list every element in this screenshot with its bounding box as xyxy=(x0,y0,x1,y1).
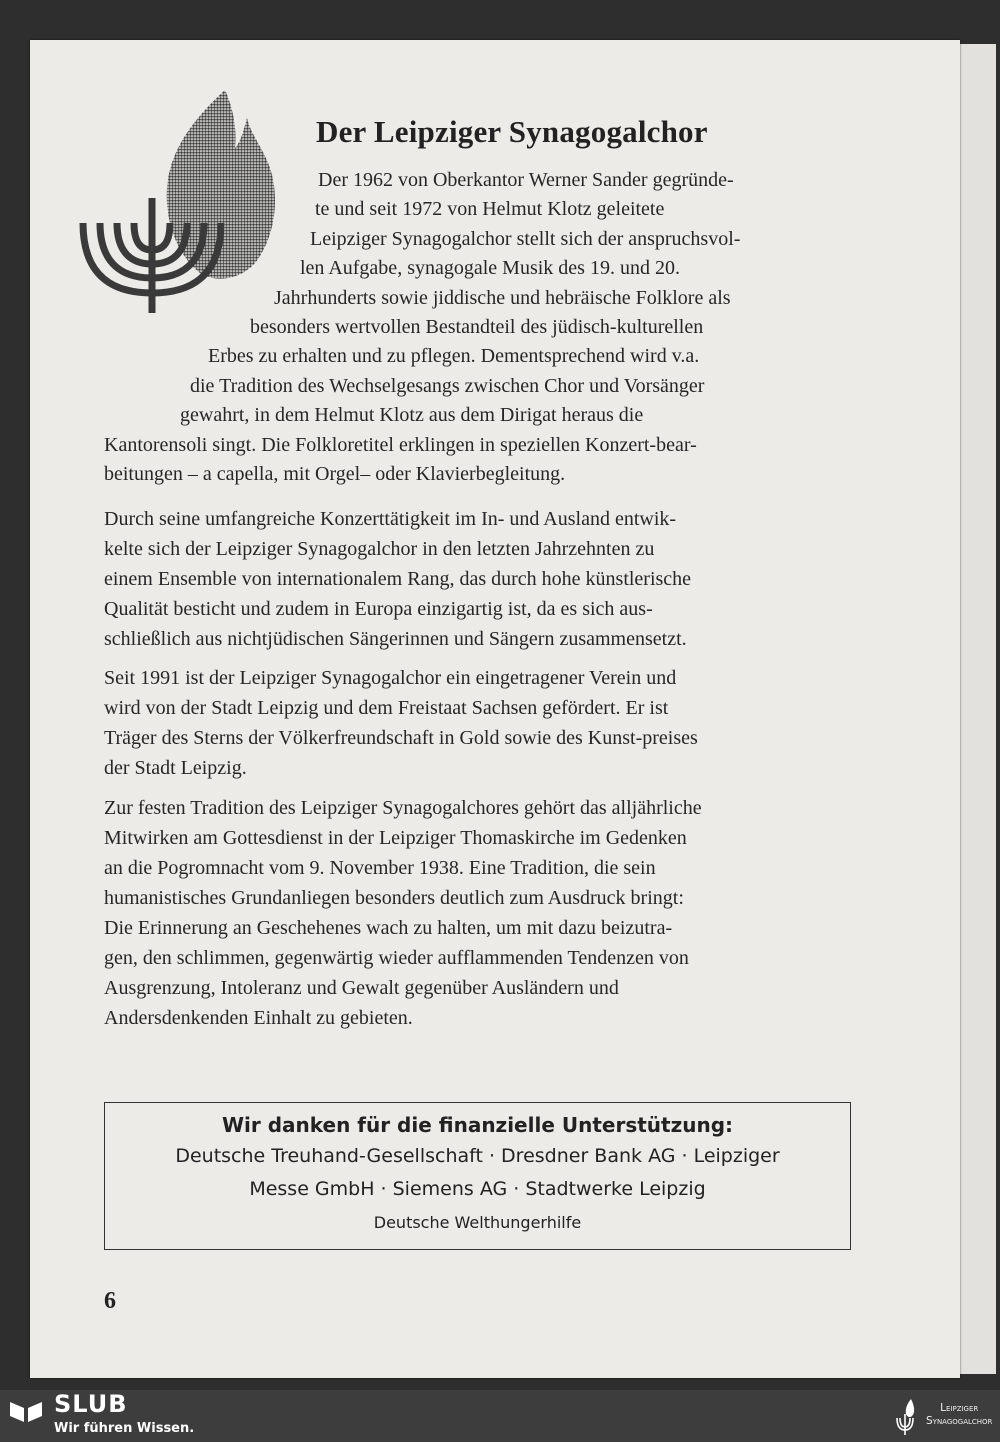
text-line: Leipziger Synagogalchor stellt sich der anspruchsvol- xyxy=(310,227,741,250)
footer-bar xyxy=(0,1390,1000,1442)
text-line: Der 1962 von Oberkantor Werner Sander gegründe- xyxy=(318,169,734,191)
library-name: SLUB xyxy=(54,1390,128,1418)
text-line: Seit 1991 ist der Leipziger Synagogalchor ein eingetragener Verein und xyxy=(104,667,677,689)
sponsor-box xyxy=(104,1102,851,1250)
choir-wordmark-line: Leipziger xyxy=(940,1402,979,1414)
text-line: der Stadt Leipzig. xyxy=(104,757,247,779)
paragraph-tradition xyxy=(104,793,849,1033)
text-line: beitungen – a capella, mit Orgel– oder Klavierbegleitung. xyxy=(104,463,566,486)
choir-wordmark xyxy=(926,1402,992,1428)
sponsor-line-small: Deutsche Welthungerhilfe xyxy=(373,1213,582,1232)
text-line: Erbes zu erhalten und zu pflegen. Dementsprechend wird v.a. xyxy=(208,345,700,368)
paragraph-ensemble xyxy=(104,504,849,654)
next-page-edge xyxy=(955,44,996,1374)
text-line: gewahrt, in dem Helmut Klotz aus dem Dirigat heraus die xyxy=(180,404,644,427)
choir-menorah-logo-icon xyxy=(895,1398,921,1436)
page-title: Der Leipziger Synagogalchor xyxy=(316,114,708,149)
text-line: besonders wertvollen Bestandteil des jüdisch-kulturellen xyxy=(250,316,704,339)
page-number: 6 xyxy=(104,1288,116,1314)
sponsor-heading: Wir danken für die finanzielle Unterstützung: xyxy=(221,1113,734,1137)
text-line: Jahrhunderts sowie jiddische und hebräische Folklore als xyxy=(274,286,731,309)
text-line: kelte sich der Leipziger Synagogalchor in den letzten Jahrzehnten zu xyxy=(104,538,655,560)
text-line: Durch seine umfangreiche Konzerttätigkeit im In- und Ausland entwik- xyxy=(104,508,677,530)
text-line: an die Pogromnacht vom 9. November 1938. Eine Tradition, die sein xyxy=(104,857,656,879)
paragraph-association xyxy=(104,663,849,783)
text-line: Ausgrenzung, Intoleranz und Gewalt gegenüber Ausländern und xyxy=(104,977,619,999)
text-line: Mitwirken am Gottesdienst in der Leipziger Thomaskirche im Gedenken xyxy=(104,827,687,849)
text-line: die Tradition des Wechselgesangs zwischen Chor und Vorsänger xyxy=(190,374,705,397)
text-line: len Aufgabe, synagogale Musik des 19. und 20. xyxy=(300,257,680,280)
text-line: gen, den schlimmen, gegenwärtig wieder aufflammenden Tendenzen von xyxy=(104,947,689,969)
choir-wordmark-line: Synagogalchor xyxy=(926,1415,993,1427)
text-line: wird von der Stadt Leipzig und dem Freistaat Sachsen gefördert. Er ist xyxy=(104,697,669,719)
paragraph-intro xyxy=(104,166,849,489)
text-line: te und seit 1972 von Helmut Klotz geleitete xyxy=(315,198,665,221)
text-line: Qualität besticht und zudem in Europa einzigartig ist, da es sich aus- xyxy=(104,598,653,620)
sponsor-line: Deutsche Treuhand-Gesellschaft · Dresdner Bank AG · Leipziger xyxy=(175,1145,780,1167)
text-line: Träger des Sterns der Völkerfreundschaft in Gold sowie des Kunst-preises xyxy=(104,727,698,749)
library-tagline: Wir führen Wissen. xyxy=(54,1421,195,1436)
sponsor-line: Messe GmbH · Siemens AG · Stadtwerke Leipzig xyxy=(249,1178,706,1200)
text-line: humanistisches Grundanliegen besonders deutlich zum Ausdruck bringt: xyxy=(104,887,684,909)
text-line: schließlich aus nichtjüdischen Sängerinnen und Sängern zusammensetzt. xyxy=(104,628,687,650)
text-line: Kantorensoli singt. Die Folkloretitel erklingen in speziellen Konzert-bear- xyxy=(104,433,697,456)
text-line: Andersdenkenden Einhalt zu gebieten. xyxy=(104,1007,413,1029)
text-line: einem Ensemble von internationalem Rang, das durch hohe künstlerische xyxy=(104,568,692,590)
text-line: Die Erinnerung an Geschehenes wach zu halten, um mit dazu beizutra- xyxy=(104,917,673,939)
slub-logo-icon xyxy=(8,1398,44,1424)
text-line: Zur festen Tradition des Leipziger Synagogalchores gehört das alljährliche xyxy=(104,797,702,819)
